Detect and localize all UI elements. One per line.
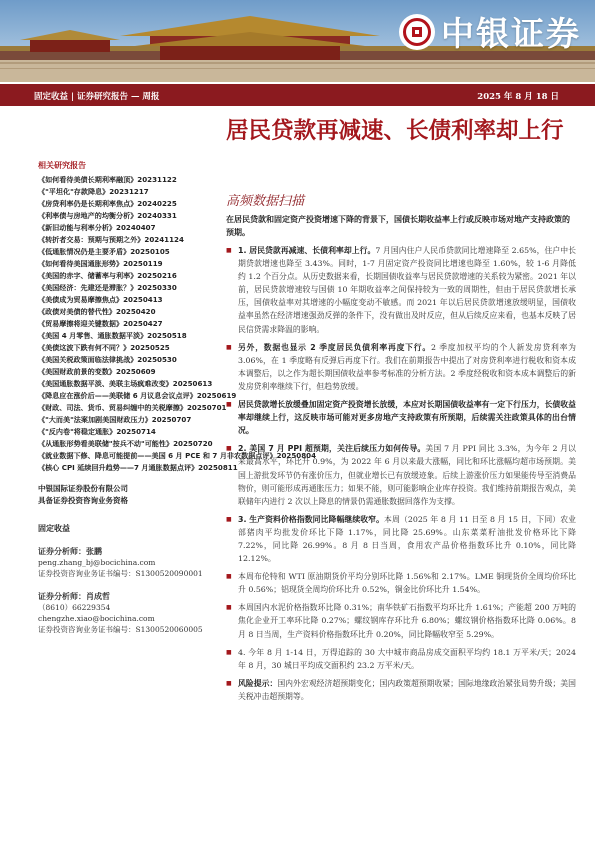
- key-point: [226, 601, 576, 640]
- report-date: 2025 年 8 月 18 日: [477, 92, 559, 102]
- boc-coin-logo-icon: [399, 14, 435, 50]
- key-point: [226, 646, 576, 672]
- related-report-item[interactable]: 《降息应在涨价后——美联储 6 月议息会议点评》20250619: [38, 391, 237, 400]
- related-report-item[interactable]: 《贸易摩擦将迎关键数据》20250427: [38, 319, 163, 328]
- related-report-item[interactable]: 《利率债与房地产的均衡分析》20240331: [38, 211, 177, 220]
- analyst-block: [38, 546, 220, 579]
- key-point: [226, 244, 576, 336]
- analyst-block: [38, 591, 220, 635]
- key-point-text: 本周布伦特和 WTI 原油期货价平均分别环比降 1.56%和 2.17%。LME 铜现货价全周均价环比升 0.56%；铝现货全周均价环比升 0.52%，铜金比价环比升 1.54%。: [238, 572, 576, 595]
- key-point-text: 本周国内水泥价格指数环比降 0.31%；南华铁矿石指数平均环比升 1.61%；产能超 200 万吨的焦化企业开工率环比降 0.27%；螺纹钢库存环比升 6.80%；螺纹钢价格指数环比降 0.06%。8 月 8 日当周，生产资料价格指数环比升 0.20%，同比降幅收窄至 5.29%。: [238, 603, 576, 639]
- analyst-email[interactable]: chengzhe.xiao@bocichina.com: [38, 614, 155, 623]
- key-point-heading: 另外，数据也显示 2 季度居民负债利率再度下行。: [238, 342, 431, 352]
- related-report-item[interactable]: 《核心 CPI 延续回升趋势——7 月通胀数据点评》20250811: [38, 463, 238, 472]
- key-point-text: 2 季度加权平均的个人新发房贷利率为 3.06%，在 1 季度略有反弹后再度下行。我们在前期报告中提出了对房贷利率进行税收和资本成本调整后，以之作为超长期国债收益率参考标准的分析方法。2 季度经税收和资本成本调整后的新发房贷利率继续下行，但趋势放缓。: [238, 342, 577, 391]
- related-report-item[interactable]: 《美国财政前景的变数》20250609: [38, 367, 156, 376]
- key-point-heading: 2. 美国 7 月 PPI 超预期，关注后续压力如何传导。: [238, 444, 426, 454]
- analyst-license: 证券投资咨询业务证书编号：S1300520090001: [38, 569, 203, 578]
- related-report-item[interactable]: 《如何看待美国通胀形势》20250119: [38, 259, 163, 268]
- key-point: [226, 442, 576, 507]
- header-banner: [0, 0, 595, 82]
- key-point-text: 本周（2025 年 8 月 11 日至 8 月 15 日，下同）农业部猪肉平均批发价环比下降 1.17%，同比降 25.69%。山东菜菜籽油批发价格环比下降 7.22%，同比降 26.99%。8 月 8 日当周，食用农产品价格指数环比升 0.10%，同比降 12.12%。: [238, 514, 576, 564]
- related-report-item[interactable]: 《新旧动能与利率分析》20240407: [38, 223, 156, 232]
- related-report-item[interactable]: 《"反内卷"将稳定通胀》20250714: [38, 427, 156, 436]
- related-heading: 相关研究报告: [38, 160, 86, 170]
- report-subtitle: 高频数据扫描: [226, 194, 305, 209]
- analyst-email[interactable]: peng.zhang_bj@bocichina.com: [38, 558, 156, 567]
- section-label: 固定收益: [38, 523, 70, 533]
- key-point-text: 国内外宏观经济超预期变化；国内政策超预期收紧；国际地缘政治紧张局势升级；美国关税冲击超预期等。: [238, 678, 577, 701]
- key-points-list: [226, 244, 576, 708]
- related-report-item[interactable]: 《房贷利率仍是长期利率焦点》20240225: [38, 199, 177, 208]
- related-report-item[interactable]: 《"大而美"法案加剧美国财政压力》20250707: [38, 415, 192, 424]
- lead-summary: 在居民贷款和固定资产投资增速下降的背景下，国债长期收益率上行或反映市场对地产支持政策的预期。: [226, 215, 570, 237]
- related-report-item[interactable]: 《转折者交易：预期与预期之外》20241124: [38, 235, 184, 244]
- meta-bar: [0, 84, 595, 106]
- key-point-text: 7 月国内住户人民币贷款同比增速降至 2.65%，住户中长期贷款增速也降至 3.43%。同时，1-7 月固定资产投资同比增速也降至 1.60%，较 1-6 月降低约 1.2 个百分点。从历史数据来看，长期国债收益率与居民贷款增速的关系较为紧密。2021 年以前，居民贷款增速较与国债 10 年期收益率之间保持较为一致的周期性，但由于居民贷款增长承压，国债收益率对其增速的小幅度变动不敏感。而 2021 年以后居民贷款增速放缓明显，国债收益率虽然在经济增速强劲反弹的条件下，没有做出及时反应，但从后续反应来看，也基本反映了居民信贷需求降温的影响。: [238, 246, 576, 334]
- brand-name: 中银证券: [441, 14, 581, 53]
- analyst-role: 证券分析师：张鹏: [38, 546, 102, 556]
- related-report-item[interactable]: 《美国关税政策面临法律挑战》20250530: [38, 355, 177, 364]
- report-title: 居民贷款再减速、长债利率却上行: [226, 118, 564, 144]
- analyst-license: 证券投资咨询业务证书编号：S1300520060005: [38, 625, 203, 634]
- related-report-item[interactable]: 《财政、司法、货币、贸易纠缠中的关税摩擦》20250701: [38, 403, 227, 412]
- related-report-item[interactable]: 《美债这波下跌有何不同？》20250525: [38, 343, 170, 352]
- related-report-item[interactable]: 《美债成为贸易摩擦焦点》20250413: [38, 295, 163, 304]
- key-point-text: 4. 今年 8 月 1-14 日，万得追踪的 30 大中城市商品房成交面积平均约 18.1 万平米/天；2024 年 8 月，30 城日平均成交面积约 23.2 万平米/天。: [238, 647, 576, 670]
- key-point: [226, 398, 576, 437]
- related-report-item[interactable]: 《就业数据下修、降息可能提前——美国 6 月 PCE 和 7 月非农数据点评》20250804: [38, 451, 317, 460]
- key-point: [226, 513, 576, 565]
- related-report-item[interactable]: 《美国 4 月零售、通胀数据平淡》20250518: [38, 331, 187, 340]
- related-report-item[interactable]: 《政债对美债的替代性》20250420: [38, 307, 156, 316]
- report-type: 固定收益 | 证券研究报告 — 周报: [34, 92, 160, 102]
- key-point-heading: 居民贷款增长放缓叠加固定资产投资增长放缓，本应对长期国债收益率有一定下行压力，长债收益率却继续上行，这反映市场可能对更多房地产支持政策有所预期，后续需关注政策具体的出台情况。: [238, 400, 576, 436]
- key-point: [226, 570, 576, 596]
- key-point-text: 美国 7 月 PPI 同比 3.3%，为今年 2 月以来最高水平，环比升 0.9%，为 2022 年 6 月以来最大涨幅，同比和环比涨幅均超市场预期。美国上游批发环节仍有涨价压力，但就业增长已有放缓迹象。后续上游涨价压力如果能传导至消费品物价，则可能形成再通胀压力；如果不能，则可能影响企业库存投资。我们维持前期报告观点，美联储年内进行 2 次以上降息的情景仍需通胀数据回落作为支撑。: [238, 444, 577, 506]
- related-report-item[interactable]: 《如何看待美债长期利率融顶》20231122: [38, 175, 177, 184]
- key-point: [226, 341, 576, 393]
- analyst-phone: （8610）66229354: [38, 603, 111, 612]
- related-report-item[interactable]: 《"平坦化"存款降息》20231217: [38, 187, 149, 196]
- key-point-heading: 1. 居民贷款再减速、长债利率却上行。: [238, 246, 376, 255]
- key-point-heading: 3. 生产资料价格指数同比降幅继续收窄。: [238, 514, 385, 524]
- company-name: 中银国际证券股份有限公司 具备证券投资咨询业务资格: [38, 484, 128, 505]
- related-report-item[interactable]: 《低通胀情况仍是主要矛盾》20250105: [38, 247, 170, 256]
- related-report-item[interactable]: 《美国的赤字、储蓄率与利率》20250216: [38, 271, 177, 280]
- key-point: [226, 677, 576, 703]
- related-report-item[interactable]: 《从通胀形势看美联储"按兵不动"可能性》20250720: [38, 439, 213, 448]
- related-report-item[interactable]: 《美国通胀数据平淡、美联主场疯难改变》20250613: [38, 379, 213, 388]
- related-report-item[interactable]: 《美国经济：先建还是滞胀？》20250330: [38, 283, 177, 292]
- key-point-heading: 风险提示：: [238, 678, 278, 688]
- analyst-role: 证券分析师：肖成哲: [38, 591, 110, 601]
- brand: [399, 8, 581, 55]
